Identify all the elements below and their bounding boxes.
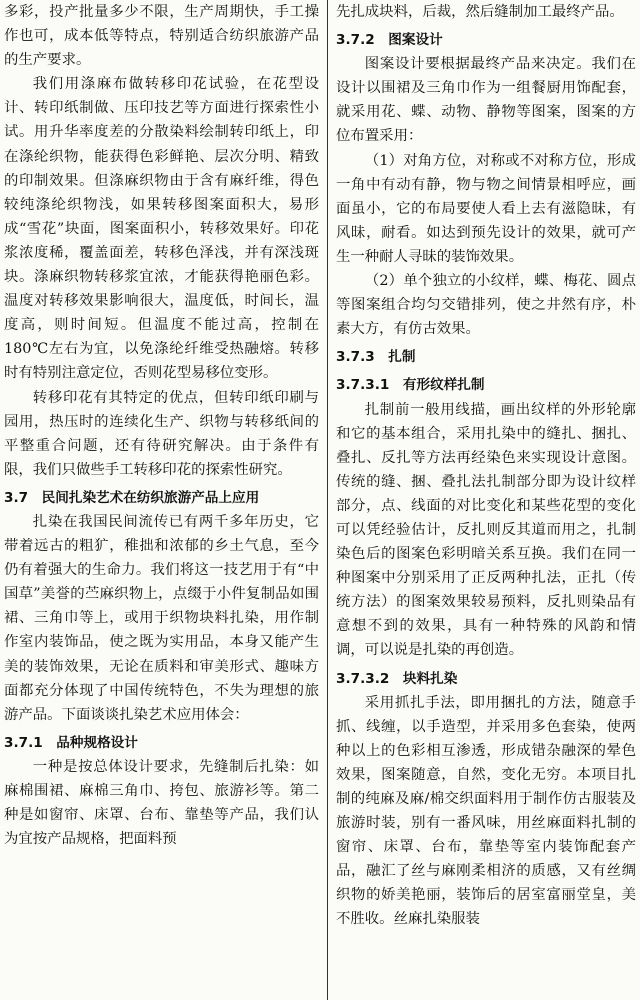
body-paragraph: 一种是按总体设计要求，先缝制后扎染：如麻棉围裙、麻棉三角巾、挎包、旅游衫等。第二种是如窗帘、床罩、台布、靠垫等产品，我们认为宜按产品规格，把面料预 bbox=[4, 758, 319, 848]
section-heading: 3.7.3 扎制 bbox=[336, 349, 416, 366]
left-text-column bbox=[4, 0, 319, 1000]
section-heading: 3.7.3.1 有形纹样扎制 bbox=[336, 377, 485, 394]
body-paragraph: 转移印花有其特定的优点，但转印纸印刷与园用，热压时的连续化生产、织物与转移纸间的平整重合问题，还有待研究解决。由于条件有限，我们只做些手工转移印花的探索性研究。 bbox=[4, 389, 319, 478]
body-paragraph: 采用抓扎手法，即用捆扎的方法，随意手抓、线缠，以手造型，并采用多色套染，使两种以上的色彩相互渗透，形成错杂融深的晕色效果，图案随意，自然，变化无穷。本项目扎制的纯麻及麻/棉交织面料用于制作仿古服装及旅游时装，别有一番风味，用丝麻面料扎制的窗帘、床罩、台布，靠垫等室内装饰配套产品，融汇了丝与麻刚柔相济的质感，又有丝绸织物的娇美艳丽，装饰后的居室富丽堂皇，美不胜收。丝麻扎染服装 bbox=[336, 694, 636, 928]
body-paragraph: （2）单个独立的小纹样，蝶、梅花、圆点等图案组合均匀交错排列，使之井然有序，朴素大方，有仿古效果。 bbox=[336, 273, 636, 338]
body-paragraph: 扎染在我国民间流传已有两千多年历史，它带着远古的粗犷，稚拙和浓郁的乡土气息，至今仍有着强大的生命力。我们将这一技艺用于有“中国草”美誉的苎麻织物上，点缀于小件复制品如围裙、三角巾等上，或用于织物块料扎染，用作制作室内装饰品，使之既为实用品，本身又能产生美的装饰效果，无论在质料和审美形式、趣味方面都充分体现了中国传统特色，不失为理想的旅游产品。下面谈谈扎染艺术应用体会： bbox=[4, 513, 319, 723]
body-paragraph: 图案设计要根据最终产品来决定。我们在设计以围裙及三角巾作为一组餐厨用饰配套，就采用花、蝶、动物、静物等图案，图案的方位布置采用： bbox=[336, 56, 636, 145]
body-paragraph: （1）对角方位，对称或不对称方位，形成一角中有动有静，物与物之间情景相呼应，画面虽小，它的布局要使人看上去有滋隐昧，有风昧，耐看。如达到预先设计的效果，就可产生一种耐人寻昧的装饰效果。 bbox=[336, 152, 636, 265]
body-paragraph: 扎制前一般用线描，画出纹样的外形轮廓和它的基本组合，采用扎染中的缝扎、捆扎、叠扎、反扎等方法再经染色来实现设计意图。传统的缝、捆、叠扎法扎制部分即为设计纹样部分，点、线面的对比变化和某些花型的变化可以凭经验估计，反扎则反其道而用之，扎制染色后的图案色彩明暗关系互换。我们在同一种图案中分别采用了正反两种扎法，正扎（传统方法）的图案效果较易预料，反扎则染品有意想不到的效果，具有一种特殊的风韵和情调，可以说是扎染的再创造。 bbox=[336, 401, 636, 659]
body-paragraph: 先扎成块料，后裁，然后缝制加工最终产品。 bbox=[336, 4, 624, 20]
body-paragraph: 多彩，投产批量多少不限，生产周期快，手工操作也可，成本低等特点，特别适合纺织旅游产品的生产要求。 bbox=[4, 4, 319, 69]
right-text-column bbox=[336, 0, 636, 1000]
section-heading: 3.7.3.2 块料扎染 bbox=[336, 670, 458, 687]
section-heading: 3.7.1 品种规格设计 bbox=[4, 734, 138, 751]
column-divider bbox=[327, 0, 328, 1000]
body-paragraph: 我们用涤麻布做转移印花试验，在花型设计、转印纸制做、压印技艺等方面进行探索性小试。用升华率度差的分散染料绘制转印纸上，印在涤纶织物，能获得色彩鲜艳、层次分明、精致的印制效果。但涤麻织物由于含有麻纤维，得色较纯涤纶织物浅，如果转移图案面积大，易形成“雪花”块面，图案面积小，转移效果好。印花浆浓度稀，覆盖面差，转移色泽浅，并有深浅斑块。涤麻织物转移浆宜浓，才能获得艳丽色彩。温度对转移效果影响很大，温度低，时间长，温度高，则时间短。但温度不能过高，控制在180℃左右为宜，以免涤纶纤维受热融熔。转移时有特别注意定位，否则花型易移位变形。 bbox=[4, 76, 319, 382]
section-heading: 3.7.2 图案设计 bbox=[336, 32, 443, 49]
section-heading: 3.7 民间扎染艺术在纺织旅游产品上应用 bbox=[4, 489, 260, 506]
